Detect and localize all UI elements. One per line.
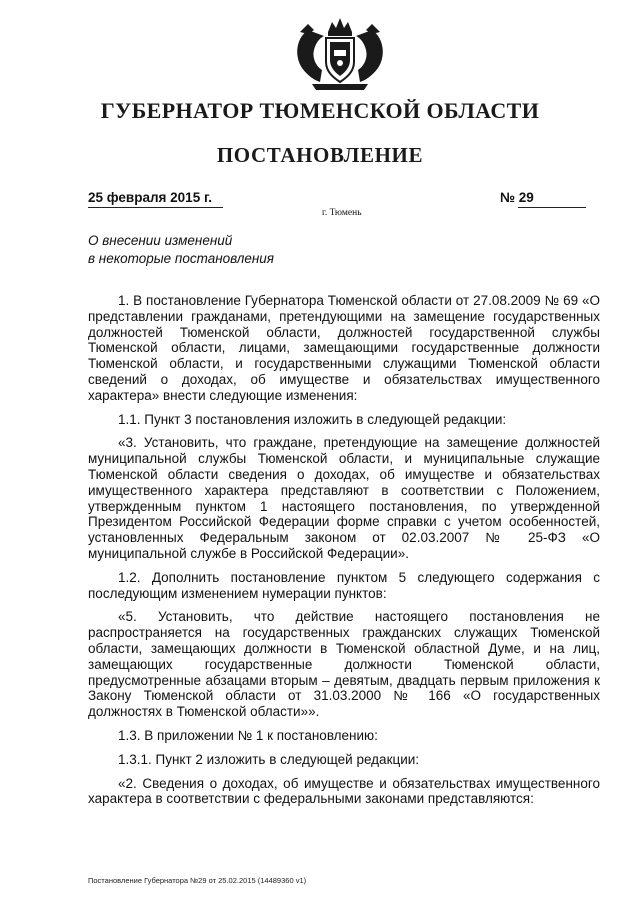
body-paragraph: 1.3. В приложении № 1 к постановлению: <box>118 727 378 743</box>
body-paragraph: 1.1. Пункт 3 постановления изложить в следующей редакции: <box>118 411 507 427</box>
body-paragraph: «5. Установить, что действие настоящего постановления не распространяется на государственных гражданских служащих Тюменской области, замещающих должности в Тюменской областной Думе, и на лиц, замещающих государственные должности Тюменской области, предусмотренные абзацами вторым – девятым, двадцать первым приложения к Закону Тюменской области от 31.03.2000 № 166 «О государственных должностях в Тюменской области»». <box>88 609 600 720</box>
body-paragraph: «2. Сведения о доходах, об имуществе и обязательствах имущественного характера в соответствии с федеральными законами представляются: <box>88 775 600 807</box>
document-city: г. Тюмень <box>322 208 362 218</box>
subject-line: в некоторые постановления <box>88 251 275 266</box>
body-paragraph: 1.3.1. Пункт 2 изложить в следующей редакции: <box>118 751 420 767</box>
number-underline <box>518 207 586 208</box>
body-paragraph: «3. Установить, что граждане, претендующие на замещение должностей муниципальной службы Тюменской области, и муниципальные служащие Тюменской области сведения о доходах, об имуществе и обязательствах имущественного характера представляют в соответствии с Положением, утвержденным пунктом 1 настоящего постановления, по утвержденной Президентом Российской Федерации форме справки с учетом особенностей, установленных Федеральным законом от 02.03.2007 № 25-ФЗ «О муниципальной службе в Российской Федерации». <box>88 435 600 561</box>
coat-of-arms-icon <box>290 10 390 96</box>
body-paragraph: 1. В постановление Губернатора Тюменской области от 27.08.2009 № 69 «О представлении гражданами, претендующими на замещение государственных должностей Тюменской области, должностей государственной службы Тюменской области, лицами, замещающими государственные должности Тюменской области, и государственными служащими Тюменской области сведений о доходах, об имуществе и обязательствах имущественного характера» внести следующие изменения: <box>88 293 600 403</box>
date-underline <box>88 207 223 208</box>
document-subject <box>88 232 274 268</box>
document-footer: Постановление Губернатора №29 от 25.02.2015 (14489360 v1) <box>88 876 307 885</box>
subject-line: О внесении изменений <box>88 233 233 248</box>
document-body <box>88 293 600 815</box>
authority-title: ГУБЕРНАТОР ТЮМЕНСКОЙ ОБЛАСТИ <box>100 98 540 123</box>
document-number: № 29 <box>500 190 534 205</box>
body-paragraph: 1.2. Дополнить постановление пунктом 5 следующего содержания с последующим изменением нумерации пунктов: <box>88 569 600 601</box>
document-date: 25 февраля 2015 г. <box>88 190 212 205</box>
document-type-title: ПОСТАНОВЛЕНИЕ <box>216 143 424 167</box>
